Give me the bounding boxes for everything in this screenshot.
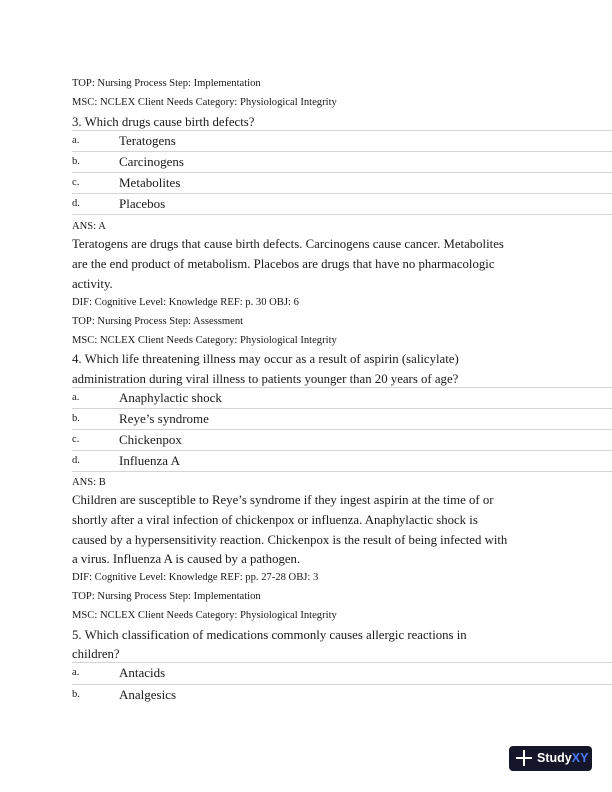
q4-rationale-line-3: caused by a hypersensitivity reaction. Chickenpox is the result of being infected with xyxy=(72,533,508,547)
option-divider xyxy=(72,172,612,173)
q3-rationale-line-2: are the end product of metabolism. Placebos are drugs that have no pharmacologic xyxy=(72,257,495,271)
option-divider xyxy=(72,151,612,152)
q3-option-a[interactable] xyxy=(0,130,612,151)
option-text: Placebos xyxy=(119,196,166,211)
q3-answer: ANS: A xyxy=(72,221,106,232)
brand-word-study: Study xyxy=(537,751,572,765)
q2-msc: MSC: NCLEX Client Needs Category: Physiological Integrity xyxy=(72,97,337,108)
option-letter: b. xyxy=(72,413,80,424)
option-letter: d. xyxy=(72,198,80,209)
option-letter: b. xyxy=(72,689,80,700)
option-divider xyxy=(72,429,612,430)
option-divider xyxy=(72,684,612,685)
option-text: Analgesics xyxy=(119,687,177,702)
q4-rationale-line-4: a virus. Influenza A is caused by a pathogen. xyxy=(72,552,301,566)
q3-options-end xyxy=(0,214,612,215)
q5-stem-line-2: children? xyxy=(72,647,120,661)
option-letter: b. xyxy=(72,156,80,167)
q3-stem: 3. Which drugs cause birth defects? xyxy=(72,115,255,129)
q4-option-c[interactable] xyxy=(0,429,612,450)
option-divider xyxy=(72,130,612,131)
q4-stem-line-1: 4. Which life threatening illness may occur as a result of aspirin (salicylate) xyxy=(72,352,459,366)
option-divider xyxy=(72,387,612,388)
option-letter: a. xyxy=(72,667,80,678)
q4-dif: DIF: Cognitive Level: Knowledge REF: pp. 27-28 OBJ: 3 xyxy=(72,572,319,583)
q3-option-d[interactable] xyxy=(0,193,612,214)
q3-rationale-line-1: Teratogens are drugs that cause birth defects. Carcinogens cause cancer. Metabolites xyxy=(72,237,504,251)
option-letter: a. xyxy=(72,392,80,403)
q4-msc: MSC: NCLEX Client Needs Category: Physiological Integrity xyxy=(72,610,337,621)
option-letter: c. xyxy=(72,177,80,188)
q3-option-b[interactable] xyxy=(0,151,612,172)
option-text: Anaphylactic shock xyxy=(119,390,222,405)
q3-rationale-line-3: activity. xyxy=(72,277,113,291)
q4-option-d[interactable] xyxy=(0,450,612,471)
q4-rationale-line-2: shortly after a viral infection of chickenpox or influenza. Anaphylactic shock is xyxy=(72,513,478,527)
q5-option-a[interactable] xyxy=(0,662,612,683)
option-text: Teratogens xyxy=(119,133,176,148)
q4-rationale-line-1: Children are susceptible to Reye’s syndrome if they ingest aspirin at the time of or xyxy=(72,493,494,507)
option-letter: c. xyxy=(72,434,80,445)
q4-options-end xyxy=(0,471,612,472)
option-divider xyxy=(72,450,612,451)
option-divider xyxy=(72,662,612,663)
option-divider xyxy=(72,193,612,194)
q5-stem-line-1: 5. Which classification of medications commonly causes allergic reactions in xyxy=(72,628,467,642)
brand-word-xy: XY xyxy=(571,751,589,765)
q4-stem-line-2: administration during viral illness to patients younger than 20 years of age? xyxy=(72,372,459,386)
option-text: Reye’s syndrome xyxy=(119,411,209,426)
brand-name xyxy=(537,752,588,765)
q5-option-b[interactable] xyxy=(0,684,612,705)
q2-topic: TOP: Nursing Process Step: Implementation xyxy=(72,78,261,89)
option-letter: d. xyxy=(72,455,80,466)
option-text: Chickenpox xyxy=(119,432,182,447)
plus-icon xyxy=(516,750,532,766)
option-divider xyxy=(72,471,612,472)
option-divider xyxy=(72,408,612,409)
option-divider xyxy=(72,214,612,215)
q3-topic: TOP: Nursing Process Step: Assessment xyxy=(72,316,244,327)
option-text: Antacids xyxy=(119,665,166,680)
option-text: Carcinogens xyxy=(119,154,184,169)
q4-option-a[interactable] xyxy=(0,387,612,408)
option-letter: a. xyxy=(72,135,80,146)
q4-option-b[interactable] xyxy=(0,408,612,429)
q3-option-c[interactable] xyxy=(0,172,612,193)
q4-topic: TOP: Nursing Process Step: Implementation xyxy=(72,591,261,602)
option-text: Metabolites xyxy=(119,175,181,190)
studyxy-logo-badge[interactable] xyxy=(509,746,592,771)
q3-dif: DIF: Cognitive Level: Knowledge REF: p. 30 OBJ: 6 xyxy=(72,297,299,308)
option-text: Influenza A xyxy=(119,453,181,468)
q3-msc: MSC: NCLEX Client Needs Category: Physiological Integrity xyxy=(72,335,337,346)
q4-answer: ANS: B xyxy=(72,477,106,488)
